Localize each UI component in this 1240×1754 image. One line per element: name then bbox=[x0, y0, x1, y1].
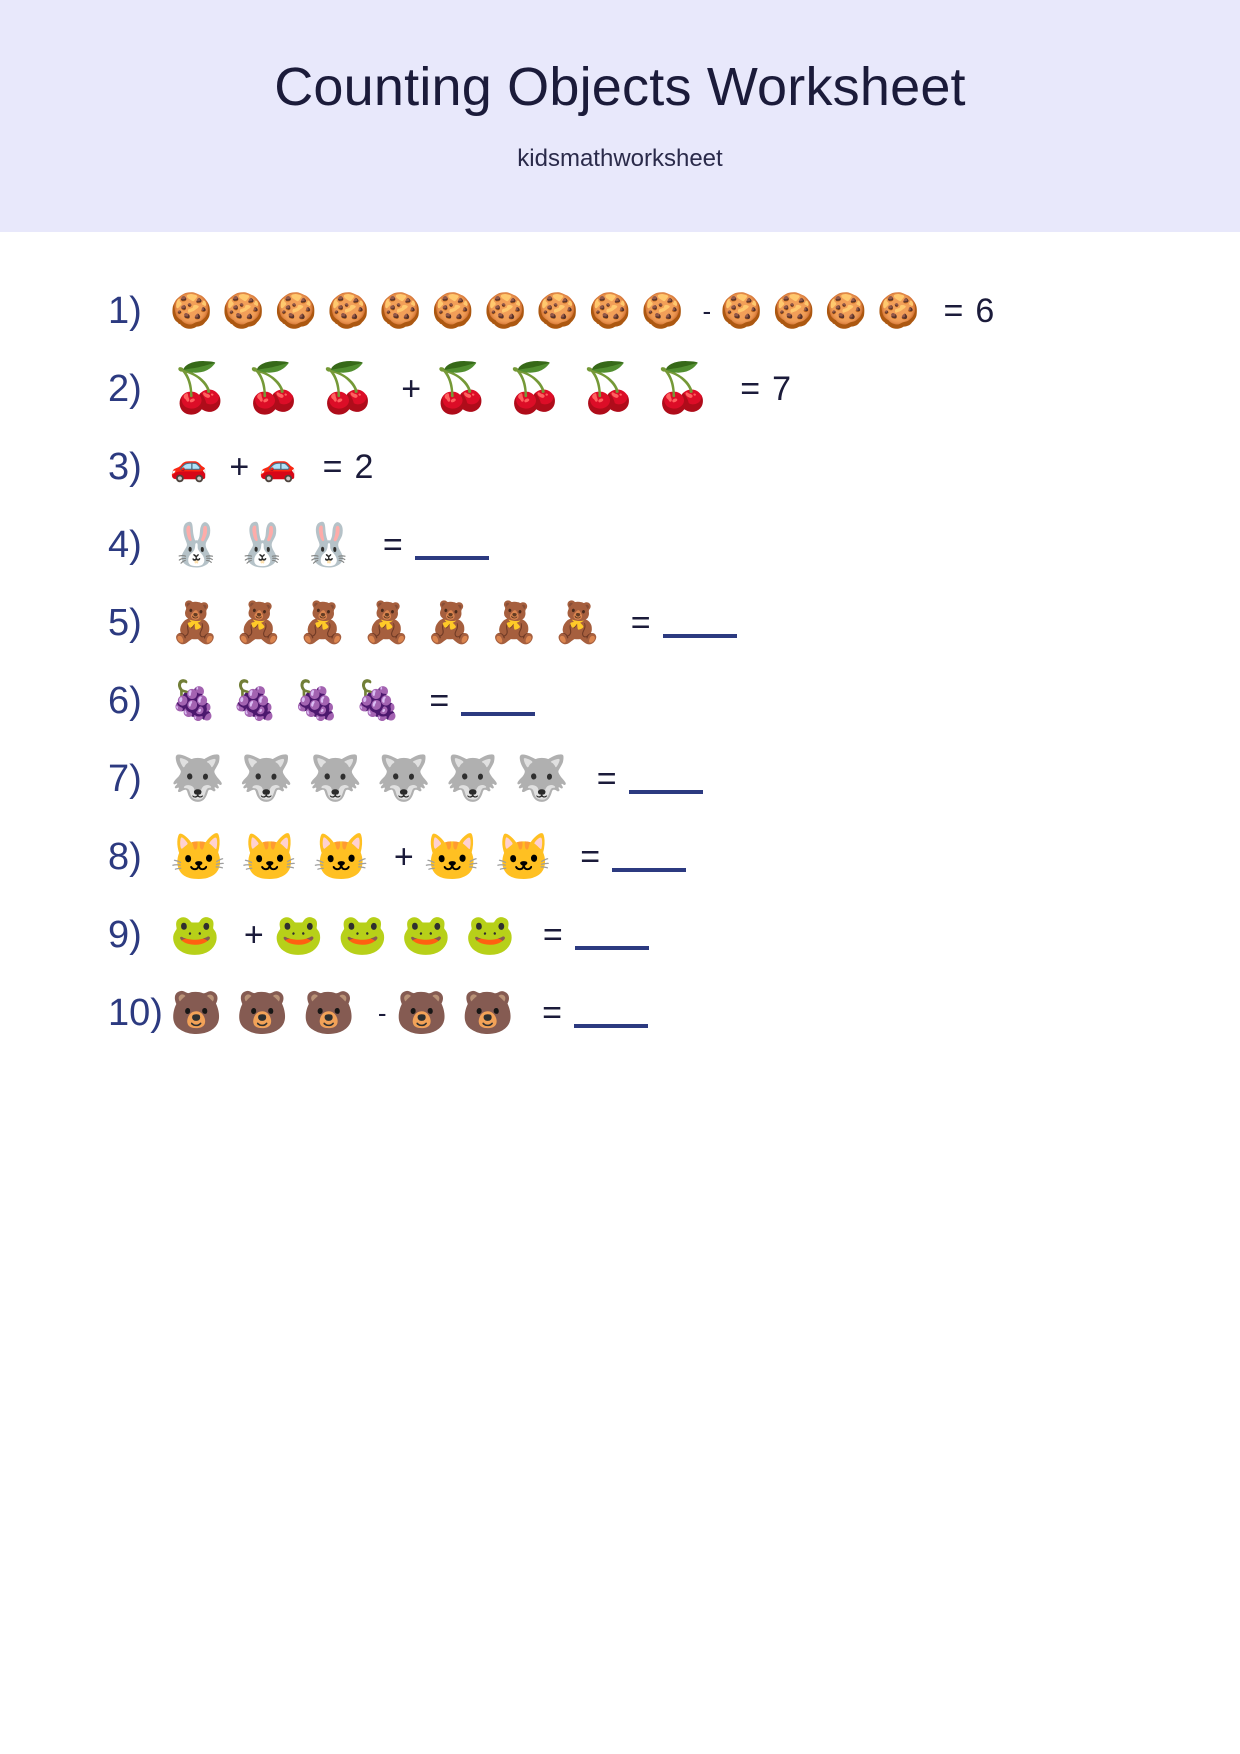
problem-number: 8) bbox=[108, 836, 142, 878]
cherries-icon: 🍒 bbox=[243, 362, 304, 415]
problem-number: 5) bbox=[108, 602, 142, 644]
object-group bbox=[170, 452, 219, 482]
cookie-icon: 🍪 bbox=[484, 292, 527, 330]
problem-number: 7) bbox=[108, 758, 142, 800]
cat-face-icon: 🐱 bbox=[423, 831, 481, 883]
rabbit-face-icon: 🐰 bbox=[302, 521, 355, 568]
object-group bbox=[274, 915, 529, 955]
cat-face-icon: 🐱 bbox=[170, 831, 228, 883]
bear-face-icon: 🐻 bbox=[170, 989, 223, 1036]
object-group bbox=[170, 754, 583, 803]
cookie-icon: 🍪 bbox=[641, 292, 684, 330]
object-group bbox=[170, 915, 234, 955]
bear-face-icon: 🐻 bbox=[461, 989, 515, 1036]
wolf-face-icon: 🐺 bbox=[445, 754, 500, 803]
equals-symbol: = bbox=[596, 760, 617, 798]
frog-face-icon: 🐸 bbox=[273, 913, 324, 957]
bear-face-icon: 🐻 bbox=[236, 989, 289, 1036]
cherries-icon: 🍒 bbox=[504, 362, 565, 415]
operator-symbol: - bbox=[377, 998, 387, 1028]
page-title: Counting Objects Worksheet bbox=[274, 57, 966, 117]
problem-row bbox=[0, 272, 1240, 350]
problem-expression bbox=[170, 754, 703, 803]
cherries-icon: 🍒 bbox=[431, 362, 491, 415]
cookie-icon: 🍪 bbox=[536, 292, 579, 330]
cookie-icon: 🍪 bbox=[772, 292, 815, 330]
object-group bbox=[170, 294, 693, 328]
problem-row bbox=[0, 662, 1240, 740]
answer-value: 6 bbox=[975, 292, 995, 330]
rabbit-face-icon: 🐰 bbox=[170, 521, 223, 568]
grapes-icon: 🍇 bbox=[170, 680, 218, 722]
grapes-icon: 🍇 bbox=[353, 680, 402, 722]
problem-row bbox=[0, 896, 1240, 974]
answer-blank[interactable] bbox=[612, 842, 686, 872]
wolf-face-icon: 🐺 bbox=[307, 754, 363, 803]
operator-symbol: + bbox=[229, 448, 250, 486]
problem-row bbox=[0, 428, 1240, 506]
cookie-icon: 🍪 bbox=[588, 292, 632, 330]
equals-symbol: = bbox=[580, 838, 601, 876]
problem-number: 6) bbox=[108, 680, 142, 722]
answer-value: 2 bbox=[354, 448, 374, 486]
equals-symbol: = bbox=[542, 994, 563, 1032]
cat-face-icon: 🐱 bbox=[312, 831, 370, 883]
operator-symbol: - bbox=[702, 296, 712, 326]
problem-row bbox=[0, 584, 1240, 662]
problem-expression bbox=[170, 362, 791, 415]
answer-blank[interactable] bbox=[574, 998, 648, 1028]
car-icon: 🚗 bbox=[259, 450, 297, 483]
answer-blank[interactable] bbox=[415, 530, 489, 560]
cookie-icon: 🍪 bbox=[274, 292, 318, 330]
teddy-bear-icon: 🧸 bbox=[489, 601, 539, 645]
frog-face-icon: 🐸 bbox=[401, 913, 452, 957]
object-group bbox=[170, 989, 369, 1036]
page-subtitle: kidsmathworksheet bbox=[517, 145, 723, 173]
wolf-face-icon: 🐺 bbox=[170, 754, 225, 803]
operator-symbol: + bbox=[401, 370, 422, 408]
problem-number: 2) bbox=[108, 368, 142, 410]
object-group bbox=[423, 831, 567, 883]
teddy-bear-icon: 🧸 bbox=[361, 601, 412, 645]
object-group bbox=[170, 831, 384, 883]
teddy-bear-icon: 🧸 bbox=[297, 601, 348, 645]
equals-symbol: = bbox=[740, 370, 761, 408]
cherries-icon: 🍒 bbox=[578, 362, 639, 415]
object-group bbox=[170, 521, 369, 568]
equals-symbol: = bbox=[943, 292, 964, 330]
teddy-bear-icon: 🧸 bbox=[552, 601, 603, 645]
object-group bbox=[395, 989, 529, 1036]
problem-expression bbox=[170, 603, 737, 643]
rabbit-face-icon: 🐰 bbox=[236, 521, 289, 568]
cookie-icon: 🍪 bbox=[379, 292, 422, 330]
cookie-icon: 🍪 bbox=[327, 292, 370, 330]
wolf-face-icon: 🐺 bbox=[376, 754, 432, 803]
worksheet-header bbox=[0, 0, 1240, 232]
problem-row bbox=[0, 350, 1240, 428]
cat-face-icon: 🐱 bbox=[241, 831, 299, 883]
cherries-icon: 🍒 bbox=[317, 362, 378, 415]
wolf-face-icon: 🐺 bbox=[238, 754, 294, 803]
cookie-icon: 🍪 bbox=[824, 292, 868, 330]
problem-expression bbox=[170, 915, 649, 955]
problem-number: 9) bbox=[108, 914, 142, 956]
cookie-icon: 🍪 bbox=[431, 292, 475, 330]
problem-expression bbox=[170, 989, 648, 1036]
operator-symbol: + bbox=[243, 916, 264, 954]
object-group bbox=[170, 682, 415, 720]
object-group bbox=[170, 603, 617, 643]
problem-expression bbox=[170, 682, 535, 720]
teddy-bear-icon: 🧸 bbox=[233, 601, 284, 645]
equals-symbol: = bbox=[429, 682, 450, 720]
problem-list bbox=[0, 232, 1240, 1052]
answer-blank[interactable] bbox=[461, 686, 535, 716]
problem-number: 10) bbox=[108, 992, 163, 1034]
problem-expression bbox=[170, 294, 994, 328]
problem-row bbox=[0, 974, 1240, 1052]
answer-blank[interactable] bbox=[629, 764, 703, 794]
cookie-icon: 🍪 bbox=[720, 292, 763, 330]
problem-number: 4) bbox=[108, 524, 142, 566]
cookie-icon: 🍪 bbox=[170, 292, 213, 330]
problem-number: 1) bbox=[108, 290, 142, 332]
object-group bbox=[170, 362, 391, 415]
problem-number: 3) bbox=[108, 446, 142, 488]
problem-expression bbox=[170, 450, 373, 484]
frog-face-icon: 🐸 bbox=[170, 913, 220, 957]
equals-symbol: = bbox=[382, 526, 403, 564]
cat-face-icon: 🐱 bbox=[494, 831, 553, 883]
wolf-face-icon: 🐺 bbox=[513, 754, 569, 803]
answer-blank[interactable] bbox=[663, 608, 737, 638]
problem-row bbox=[0, 740, 1240, 818]
problem-expression bbox=[170, 831, 686, 883]
cookie-icon: 🍪 bbox=[222, 292, 265, 330]
operator-symbol: + bbox=[393, 838, 414, 876]
grapes-icon: 🍇 bbox=[292, 680, 340, 722]
frog-face-icon: 🐸 bbox=[465, 913, 515, 957]
cookie-icon: 🍪 bbox=[877, 292, 920, 330]
cherries-icon: 🍒 bbox=[652, 362, 713, 415]
cherries-icon: 🍒 bbox=[170, 362, 230, 415]
bear-face-icon: 🐻 bbox=[302, 989, 355, 1036]
answer-value: 7 bbox=[772, 370, 791, 408]
answer-blank[interactable] bbox=[575, 920, 649, 950]
object-group bbox=[720, 294, 929, 328]
object-group bbox=[431, 362, 726, 415]
equals-symbol: = bbox=[322, 448, 343, 486]
grapes-icon: 🍇 bbox=[231, 680, 279, 722]
equals-symbol: = bbox=[542, 916, 563, 954]
object-group bbox=[259, 452, 308, 482]
equals-symbol: = bbox=[630, 604, 651, 642]
teddy-bear-icon: 🧸 bbox=[170, 601, 220, 645]
problem-row bbox=[0, 506, 1240, 584]
car-icon: 🚗 bbox=[170, 450, 208, 483]
problem-expression bbox=[170, 521, 489, 568]
problem-row bbox=[0, 818, 1240, 896]
bear-face-icon: 🐻 bbox=[395, 989, 448, 1036]
frog-face-icon: 🐸 bbox=[337, 913, 388, 957]
teddy-bear-icon: 🧸 bbox=[425, 601, 476, 645]
